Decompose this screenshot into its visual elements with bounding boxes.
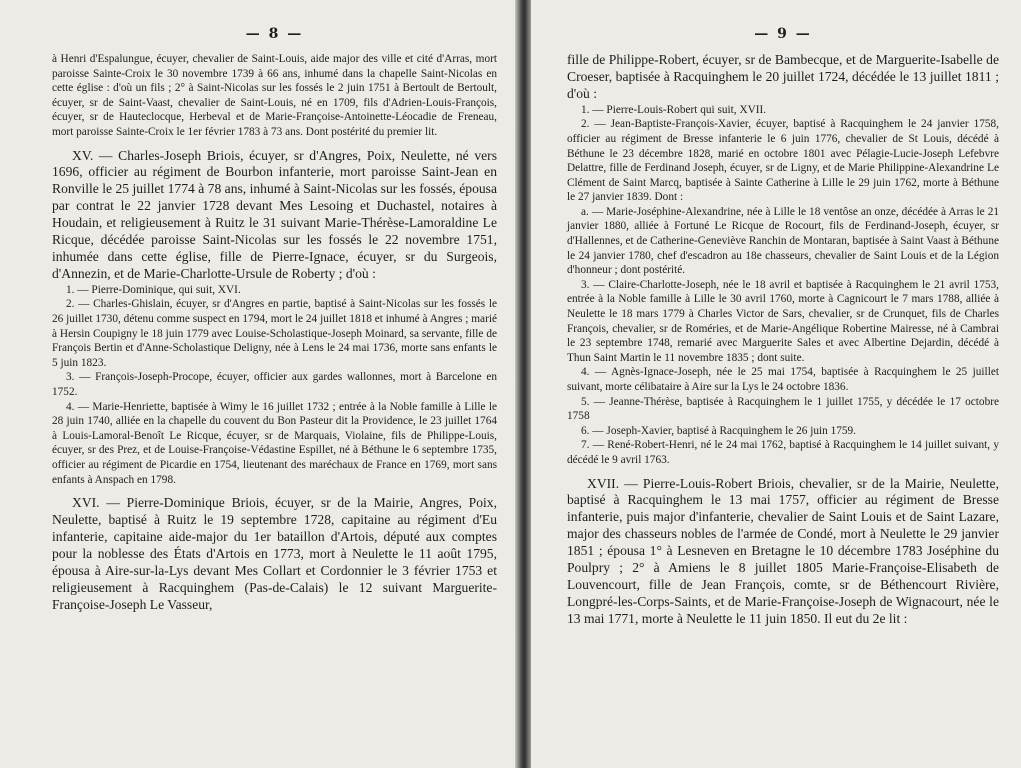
page-number: — 8 — xyxy=(245,26,304,42)
left-page-body xyxy=(52,52,497,613)
paragraph-spacer xyxy=(52,487,497,495)
genealogy-child-entry: 3. — François-Joseph-Procope, écuyer, officier aux gardes wallonnes, mort à Barcelone en 1752. xyxy=(52,371,497,398)
genealogy-child-entry: 2. — Jean-Baptiste-François-Xavier, écuyer, baptisé à Racquinghem le 24 janvier 1758, officier au régiment de Bresse infanterie le 6 juin 1776, chevalier de St Louis, décédé à Béthune le 23 décembre 1828, marié en octobre 1801 avec Pélagie-Lucie-Joseph Lefebvre Delattre, fille de Ferdinand Joseph, écuyer, sr de Ligny, et de Marie Philippine-Alexandrine Le Clément de Saint Marcq, baptisée à Sainte Catherine à Lille le 29 juin 1762, morte à Béthune le 27 janvier 1839. Dont : xyxy=(567,118,999,204)
genealogy-child-entry: à Henri d'Espalungue, écuyer, chevalier de Saint-Louis, aide major des ville et cité d'Arras, mort paroisse Sainte-Croix le 30 novembre 1739 à 66 ans, inhumé dans la chapelle Saint-Nicolas en cette église : d'où un fils ; 2° à Saint-Nicolas sur les fossés le 2 juin 1751 à Bertoult de Bertoult, écuyer, sr de Saint-Vaast, chevalier de Saint-Louis, né en 1709, fils d'Adrien-Louis-François, écuyer, sr de Hauteclocque, Herbeval et de Marie-Françoise-Antoinette-Léocadie de Freneau, mort paroisse Sainte-Croix le 1er février 1783 à 73 ans. Dont postérité du premier lit. xyxy=(52,53,497,138)
genealogy-entry: XVII. — Pierre-Louis-Robert Briois, chevalier, sr de la Mairie, Neulette, baptisé à Racquinghem le 13 mai 1757, officier au régiment de Bresse infanterie, puis major d'infanterie, chevalier de Saint Louis et de Saint Lazare, major des chasseurs nobles de l'armée de Condé, mort à Neulette le 29 janvier 1851 ; épousa 1° à Lesneven en Bretagne le 10 décembre 1783 Joséphine du Poulpry ; 2° à Amiens le 8 juillet 1805 Marie-Françoise-Elisabeth de Louvencourt, fille de Jean François, comte, sr de Béthencourt Rivière, Longpré-les-Corps-Saints, et de Marie-Françoise-Joseph de Wignacourt, née le 13 mai 1771, morte à Neulette le 11 juin 1850. Il eut du 2e lit : xyxy=(567,475,999,626)
paragraph-spacer xyxy=(52,140,497,148)
genealogy-child-entry: 4. — Agnès-Ignace-Joseph, née le 25 mai 1754, baptisée à Racquinghem le 25 juillet suivant, morte célibataire à Aire sur la Lys le 24 octobre 1836. xyxy=(567,366,999,393)
right-page-body xyxy=(567,52,999,628)
genealogy-entry: fille de Philippe-Robert, écuyer, sr de Bambecque, et de Marguerite-Isabelle de Croeser, baptisée à Racquinghem le 20 juillet 1724, décédée le 13 juillet 1811 ; d'où : xyxy=(567,52,999,101)
right-page xyxy=(531,0,1021,768)
genealogy-child-entry: 5. — Jeanne-Thérèse, baptisée à Racquinghem le 1 juillet 1755, y décédée le 17 octobre 1758 xyxy=(567,395,999,423)
genealogy-entry: XV. — Charles-Joseph Briois, écuyer, sr d'Angres, Poix, Neulette, né vers 1696, officier au régiment de Bourbon infanterie, mort paroisse Saint-Jean en Ronville le 25 juillet 1774 à 78 ans, inhumé à Saint-Nicolas sur les fossés, épousa par contrat le 22 janvier 1728 devant Mes Lesoing et Duchastel, notaires à Houdain, et religieusement à Ruitz le 31 suivant Marie-Thérèse-Lamoraldine Le Ricque, décédée paroisse Saint-Nicolas sur les fossés le 22 novembre 1751, inhumée dans cette église, fille de Pierre-Ignace, écuyer, sr du Surgeois, d'Annezin, et de Marie-Charlotte-Ursule de Roberty ; d'où : xyxy=(52,147,497,281)
book-gutter xyxy=(515,0,531,768)
genealogy-child-entry: 1. — Pierre-Louis-Robert qui suit, XVII. xyxy=(581,103,767,116)
genealogy-child-entry: a. — Marie-Joséphine-Alexandrine, née à Lille le 18 ventôse an onze, décédée à Arras le 21 janvier 1880, alliée à Fortuné Le Ricque de Rocourt, fils de Ferdinand-Joseph, écuyer, sr d'Hallennes, et de Catherine-Geneviève Ranchin de Montaran, baptisée à Saint Vaast à Béthune le 24 janvier 1780, chef d'escadron au 18e chasseurs, chevalier de Saint Louis et de la Légion d'honneur ; dont postérité. xyxy=(567,205,999,277)
genealogy-child-entry: 4. — Marie-Henriette, baptisée à Wimy le 16 juillet 1732 ; entrée à la Noble famille à Lille le 28 juin 1740, alliée en la chapelle du couvent du Bon Pasteur dit la Providence, le 23 juillet 1764 à Louis-Lamoral-Benoît Le Ricque, écuyer, sr de Marquais, Violaine, fils de Philippe-Louis, écuyer, sr des Prez, et de Louise-Françoise-Védastine Espillet, né à Béthune le 6 septembre 1735, officier au régiment de Picardie en 1754, lieutenant des maréchaux de France en 1769, mort sans enfants à Anspach en 1798. xyxy=(52,400,497,486)
genealogy-child-entry: 3. — Claire-Charlotte-Joseph, née le 18 avril et baptisée à Racquinghem le 21 avril 1753, entrée à la Noble famille à Lille le 30 avril 1760, morte à Cagnicourt le 7 mars 1788, alliée à Neulette le 18 mars 1779 à Charles Victor de Sars, chevalier, sr de Crunquet, fils de Charles François, chevalier, sr de Roméries, et de Marie-Angélique Robertine Mairesse, né à Cambrai le 23 septembre 1748, remarié avec Marguerite Sales et avec Albertine Dejardin, décédé à Thun Saint Martin le 11 novembre 1835 ; dont suite. xyxy=(567,278,999,364)
genealogy-child-entry: 6. — Joseph-Xavier, baptisé à Racquinghem le 26 juin 1759. xyxy=(581,424,857,437)
genealogy-child-entry: 2. — Charles-Ghislain, écuyer, sr d'Angres en partie, baptisé à Saint-Nicolas sur les fossés le 26 juillet 1730, détenu comme suspect en 1794, mort le 24 juillet 1818 et inhumé à Angres ; marié à Hersin Coupigny le 18 juin 1779 avec Louise-Scholastique-Joseph Moinard, sa servante, fille de François Bertin et d'Anne-Scholastique Deligny, née à Lens le 24 mai 1736, morte sans enfants le 5 juin 1823. xyxy=(52,298,497,369)
genealogy-entry: XVI. — Pierre-Dominique Briois, écuyer, sr de la Mairie, Angres, Poix, Neulette, baptisé à Ruitz le 19 septembre 1728, capitaine au régiment d'Eu infanterie, capitaine aide-major du 1er bataillon d'Artois, député aux comptes pour la noblesse des États d'Artois en 1773, mort à Neulette le 11 août 1795, épousa à Aire-sur-la-Lys devant Mes Collart et Cordonnier le 3 février 1753 et religieusement à Racquinghem (Pas-de-Calais) le 12 suivant Marguerite-Françoise-Joseph Le Vasseur, xyxy=(52,495,497,612)
page-number: — 9 — xyxy=(754,26,812,42)
paragraph-spacer xyxy=(567,468,999,476)
genealogy-child-entry: 1. — Pierre-Dominique, qui suit, XVI. xyxy=(66,283,241,296)
genealogy-child-entry: 7. — René-Robert-Henri, né le 24 mai 1762, baptisé à Racquinghem le 14 juillet suivant, y décédé le 9 avril 1763. xyxy=(567,439,999,466)
